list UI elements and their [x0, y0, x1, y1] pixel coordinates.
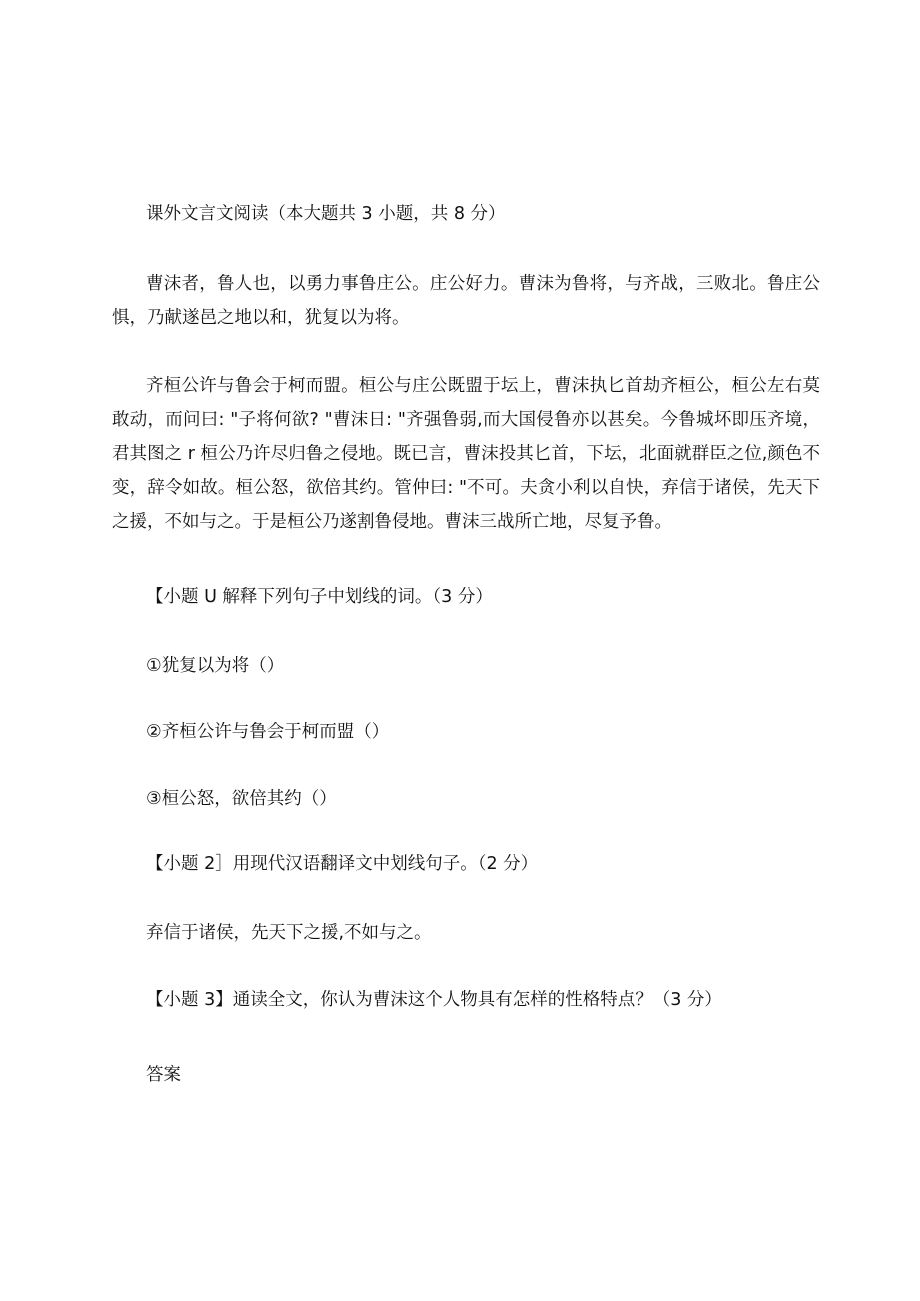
passage-paragraph-2: 齐桓公许与鲁会于柯而盟。桓公与庄公既盟于坛上，曹沫执匕首劫齐桓公，桓公左右莫敢动，而问曰: "子将何欲? "曹沫日: "齐强鲁弱,而大国侵鲁亦以甚矣。今鲁城坏即压齐境，君其图之 r 桓公乃许尽归鲁之侵地。既已言，曹沫投其匕首，下坛，北面就群臣之位,颜色不变，辞令如故。桓公怒，欲倍其约。管仲曰: "不可。夫贪小利以自快，弃信于诸侯，先天下之援，不如与之。于是桓公乃遂割鲁侵地。曹沫三战所亡地，尽复予鲁。 — [112, 376, 820, 532]
question-2-sentence: 弃信于诸侯，先天下之援,不如与之。 — [146, 923, 432, 943]
question-3-prompt: 【小题 3】通读全文，你认为曹沫这个人物具有怎样的性格特点？（3 分） — [146, 990, 722, 1010]
question-1-item-2: ②齐桓公许与鲁会于柯而盟（） — [146, 722, 390, 742]
question-1-prompt: 【小题 U 解释下列句子中划线的词。（3 分） — [146, 587, 493, 607]
question-1-item-3: ③桓公怒，欲倍其约（） — [146, 789, 337, 809]
passage-paragraph-1: 曹沫者，鲁人也，以勇力事鲁庄公。庄公好力。曹沫为鲁将，与齐战，三败北。鲁庄公惧，乃献遂邑之地以和，犹复以为将。 — [112, 274, 820, 328]
section-title: 课外文言文阅读（本大题共 3 小题，共 8 分） — [146, 204, 506, 224]
question-1-item-1: ①犹复以为将（） — [146, 656, 285, 676]
question-2-prompt: 【小题 2］用现代汉语翻译文中划线句子。（2 分） — [146, 854, 539, 874]
answer-heading: 答案 — [146, 1065, 181, 1085]
